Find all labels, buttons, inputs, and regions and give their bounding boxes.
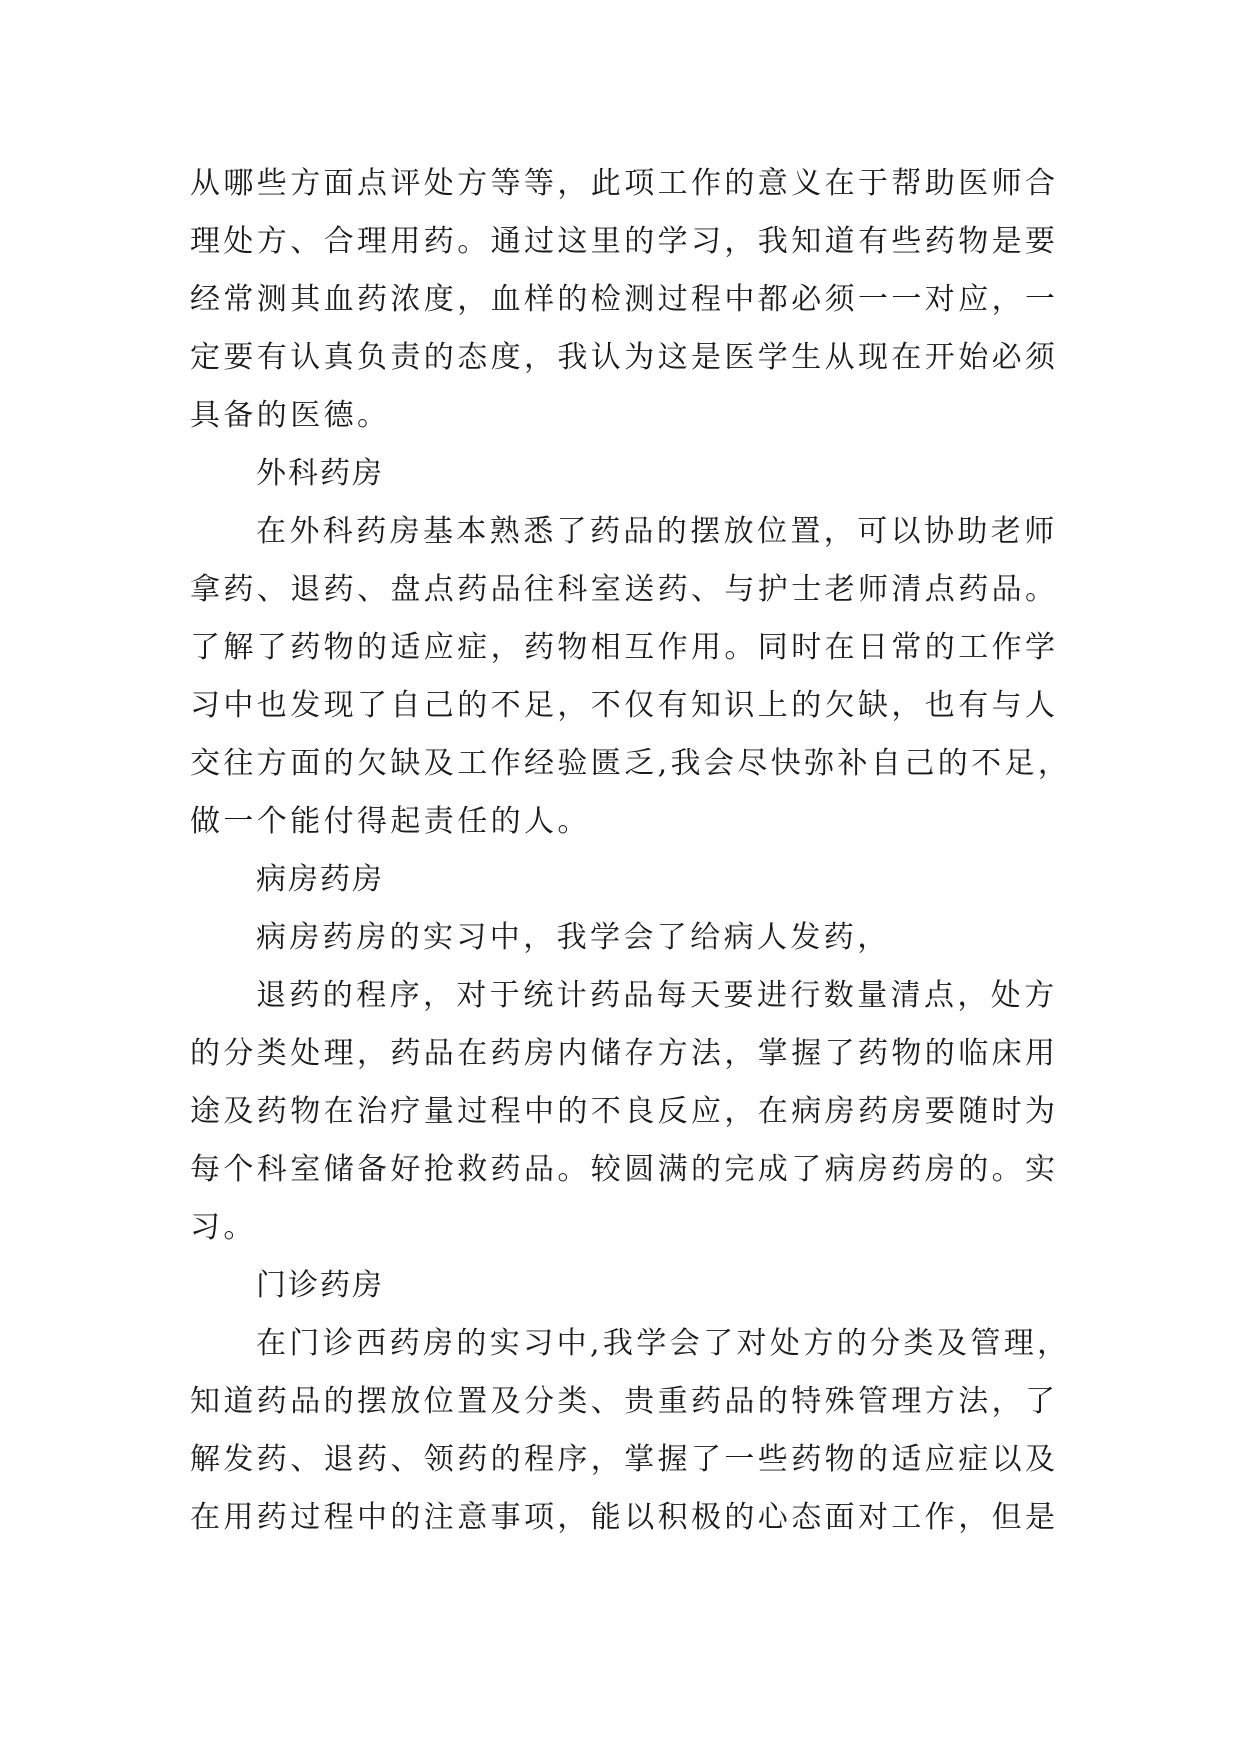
text-line: 知道药品的摆放位置及分类、贵重药品的特殊管理方法，了 (190, 1384, 1059, 1419)
text-line: 经常测其血药浓度，血样的检测过程中都必须一一对应，一 (190, 282, 1059, 317)
text-line: 每个科室储备好抢救药品。较圆满的完成了病房药房的。实 (190, 1152, 1059, 1187)
text-line: 在门诊西药房的实习中,我学会了对处方的分类及管理， (256, 1326, 1071, 1361)
text-line: 做一个能付得起责任的人。 (190, 804, 591, 839)
text-line: 在用药过程中的注意事项，能以积极的心态面对工作，但是 (190, 1500, 1059, 1535)
text-line: 定要有认真负责的态度，我认为这是医学生从现在开始必须 (190, 340, 1059, 375)
text-line: 的分类处理，药品在药房内储存方法，掌握了药物的临床用 (190, 1036, 1059, 1071)
text-line: 在外科药房基本熟悉了药品的摆放位置，可以协助老师 (256, 514, 1058, 549)
text-line: 了解了药物的适应症，药物相互作用。同时在日常的工作学 (190, 630, 1059, 665)
section-heading-surgery-pharmacy: 外科药房 (256, 456, 384, 491)
text-line: 习中也发现了自己的不足，不仅有知识上的欠缺，也有与人 (190, 688, 1059, 723)
body-text (190, 155, 1072, 1547)
section-heading-ward-pharmacy: 病房药房 (256, 862, 384, 897)
text-line: 习。 (190, 1210, 257, 1245)
section-heading-outpatient-pharmacy: 门诊药房 (256, 1268, 384, 1303)
text-line: 理处方、合理用药。通过这里的学习，我知道有些药物是要 (190, 224, 1059, 259)
text-line: 交往方面的欠缺及工作经验匮乏,我会尽快弥补自己的不足， (190, 746, 1072, 781)
text-line: 途及药物在治疗量过程中的不良反应，在病房药房要随时为 (190, 1094, 1059, 1129)
text-line: 病房药房的实习中，我学会了给病人发药， (256, 920, 891, 955)
text-line: 退药的程序，对于统计药品每天要进行数量清点，处方 (256, 978, 1058, 1013)
text-line: 从哪些方面点评处方等等，此项工作的意义在于帮助医师合 (190, 166, 1059, 201)
text-line: 解发药、退药、领药的程序，掌握了一些药物的适应症以及 (190, 1442, 1059, 1477)
text-line: 具备的医德。 (190, 398, 391, 433)
text-line: 拿药、退药、盘点药品往科室送药、与护士老师清点药品。 (190, 572, 1059, 607)
